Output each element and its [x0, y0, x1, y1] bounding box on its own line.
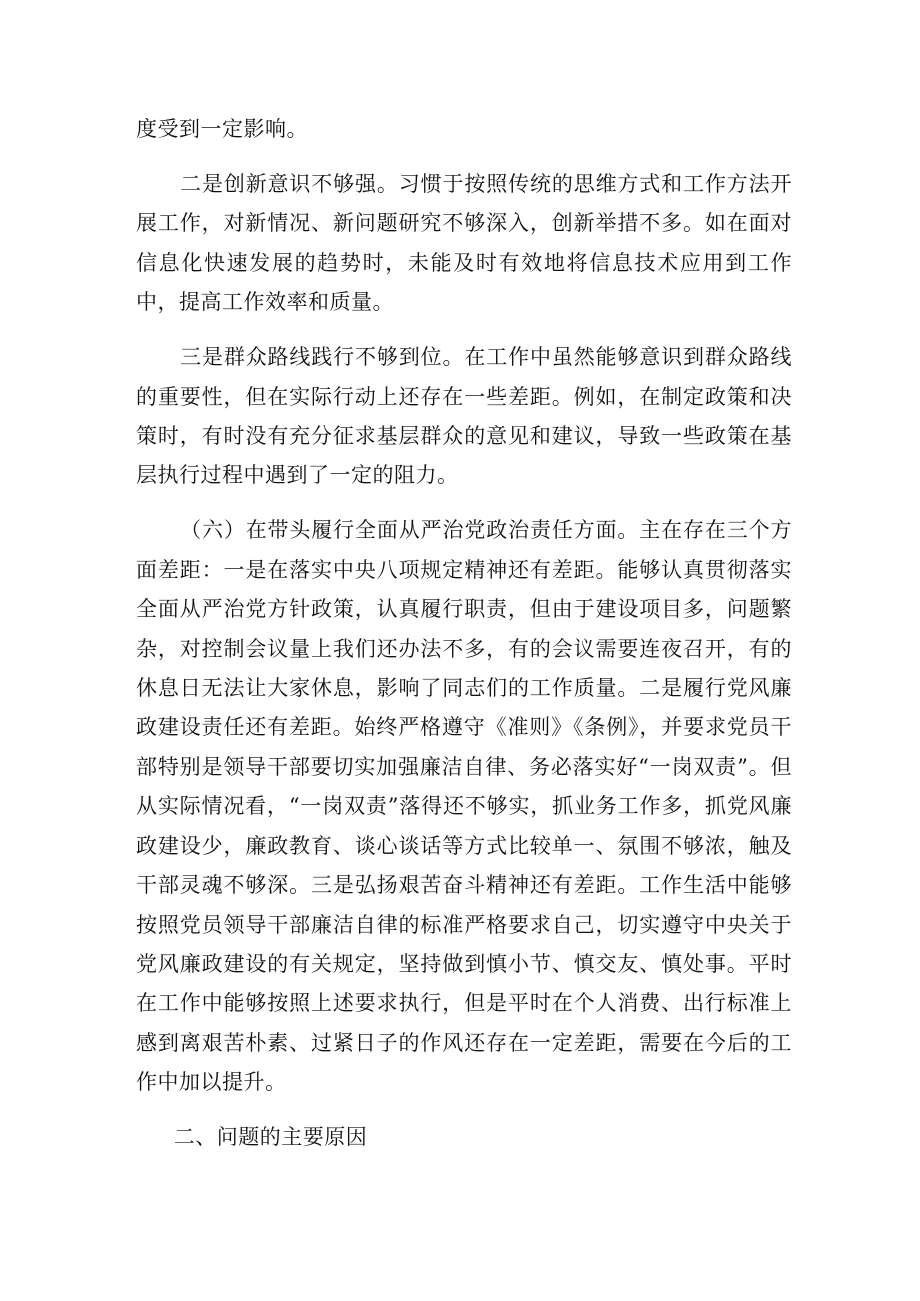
paragraph-continuation: 度受到一定影响。: [136, 117, 308, 141]
paragraph-innovation: 二是创新意识不够强。习惯于按照传统的思维方式和工作方法开展工作，对新情况、新问题研究不够深入，创新举措不多。如在面对信息化快速发展的趋势时，未能及时有效地将信息技术应用到工作中，提高工作效率和质量。: [136, 172, 792, 315]
paragraph-mass-line: 三是群众路线践行不够到位。在工作中虽然能够意识到群众路线的重要性，但在实际行动上还存在一些差距。例如，在制定政策和决策时，有时没有充分征求基层群众的意见和建议，导致一些政策在基层执行过程中遇到了一定的阻力。: [136, 345, 792, 488]
section-heading-causes: 二、问题的主要原因: [173, 1125, 368, 1150]
document-body: [136, 110, 792, 1173]
paragraph-party-governance: （六）在带头履行全面从严治党政治责任方面。主在存在三个方面差距：一是在落实中央八项规定精神还有差距。能够认真贯彻落实全面从严治党方针政策，认真履行职责，但由于建设项目多，问题繁杂，对控制会议量上我们还办法不多，有的会议需要连夜召开，有的休息日无法让大家休息，影响了同志们的工作质量。二是履行党风廉政建设责任还有差距。始终严格遵守《准则》《条例》，并要求党员干部特别是领导干部要切实加强廉洁自律、务必落实好“一岗双责”。但从实际情况看，“一岗双责”落得还不够实，抓业务工作多，抓党风廉政建设少，廉政教育、谈心谈话等方式比较单一、氛围不够浓，触及干部灵魂不够深。三是弘扬艰苦奋斗精神还有差距。工作生活中能够按照党员领导干部廉洁自律的标准严格要求自己，切实遵守中央关于党风廉政建设的有关规定，坚持做到慎小节、慎交友、慎处事。平时在工作中能够按照上述要求执行，但是平时在个人消费、出行标准上感到离艰苦朴素、过紧日子的作风还存在一定差距，需要在今后的工作中加以提升。: [136, 518, 792, 1095]
